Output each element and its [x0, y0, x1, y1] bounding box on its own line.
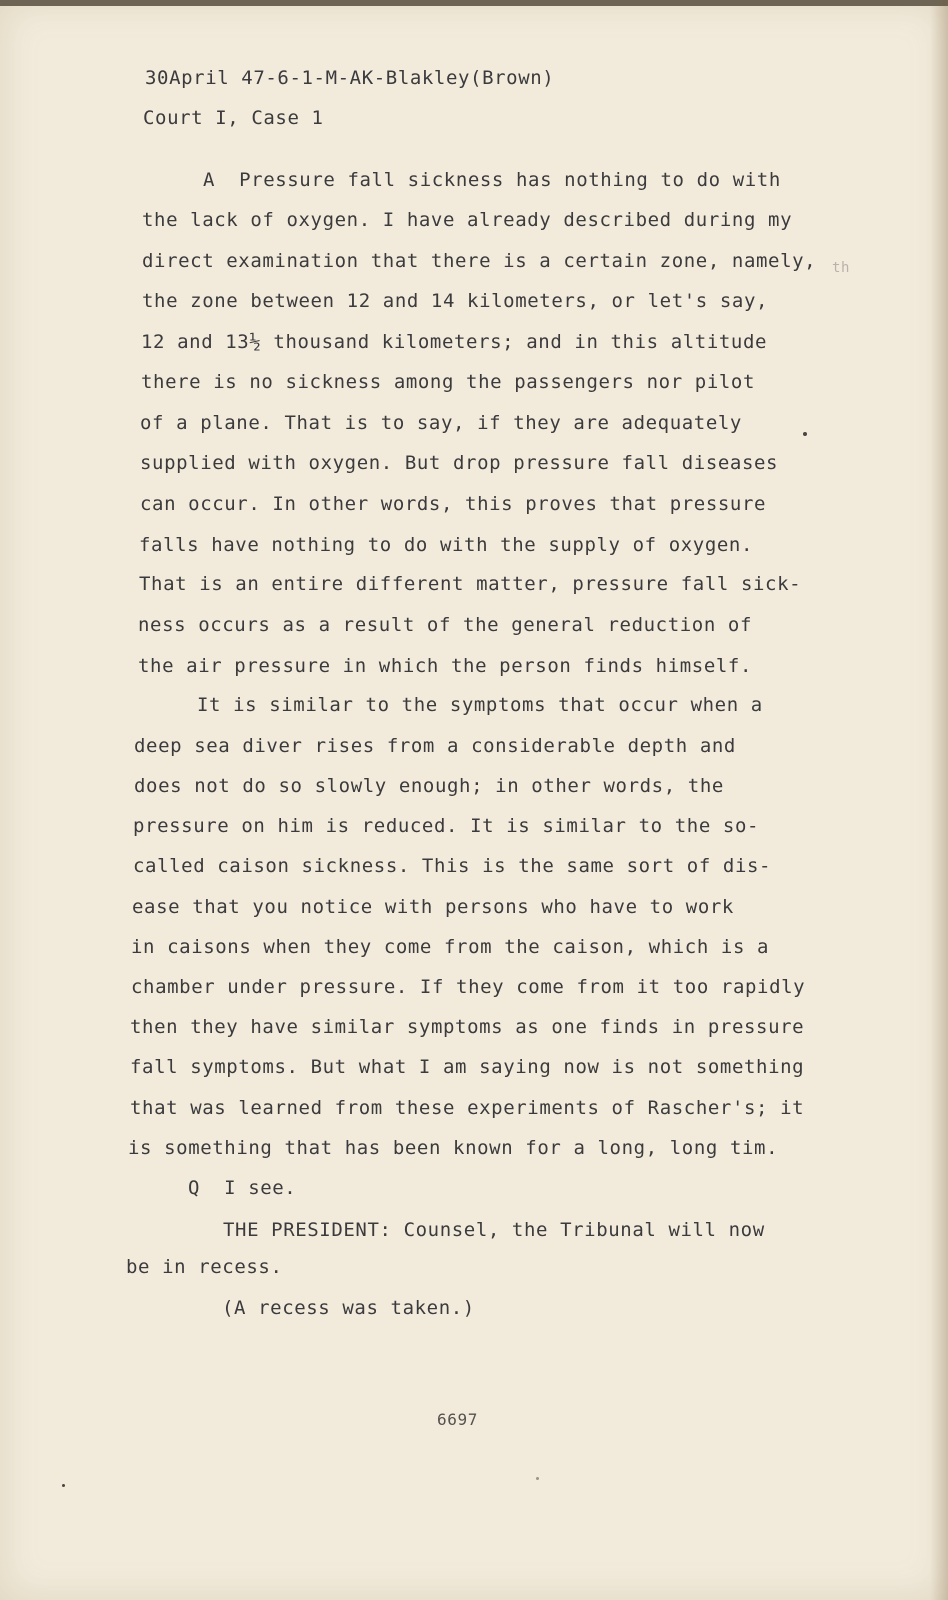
body-line: That is an entire different matter, pressure fall sick- — [139, 573, 802, 595]
right-edge-shadow — [930, 0, 948, 1600]
body-line: falls have nothing to do with the supply of oxygen. — [139, 534, 753, 556]
body-line: chamber under pressure. If they come from it too rapidly — [131, 976, 806, 998]
header-line-1: 30April 47-6-1-M-AK-Blakley(Brown) — [145, 67, 555, 89]
body-line: Q I see. — [188, 1177, 297, 1199]
body-line: THE PRESIDENT: Counsel, the Tribunal will now — [223, 1219, 765, 1241]
body-line: pressure on him is reduced. It is similar to the so- — [133, 815, 760, 837]
body-line: (A recess was taken.) — [222, 1297, 475, 1319]
body-line: in caisons when they come from the caison, which is a — [131, 936, 770, 958]
body-line: the zone between 12 and 14 kilometers, or let's say, — [142, 290, 769, 312]
margin-note: th — [832, 260, 851, 276]
body-line: can occur. In other words, this proves that pressure — [140, 493, 767, 515]
body-line: 12 and 13½ thousand kilometers; and in this altitude — [141, 331, 768, 353]
body-line: supplied with oxygen. But drop pressure fall diseases — [140, 452, 779, 474]
header-line-2: Court I, Case 1 — [143, 107, 324, 129]
body-line: direct examination that there is a certain zone, namely, — [142, 250, 817, 272]
body-line: there is no sickness among the passengers nor pilot — [141, 371, 755, 393]
page-number: 6697 — [437, 1410, 478, 1429]
body-line: ness occurs as a result of the general reduction of — [138, 614, 752, 636]
body-line: then they have similar symptoms as one finds in pressure — [130, 1016, 805, 1038]
ink-speck — [536, 1477, 539, 1480]
body-line: It is similar to the symptoms that occur when a — [197, 694, 763, 716]
body-line: A Pressure fall sickness has nothing to do with — [203, 169, 781, 191]
body-line: that was learned from these experiments of Rascher's; it — [130, 1097, 805, 1119]
top-edge-shadow — [0, 0, 948, 6]
body-line: does not do so slowly enough; in other words, the — [134, 775, 724, 797]
body-line: fall symptoms. But what I am saying now is not something — [130, 1056, 805, 1078]
ink-speck — [62, 1484, 65, 1487]
body-line: the air pressure in which the person finds himself. — [138, 655, 752, 677]
body-line: the lack of oxygen. I have already described during my — [142, 209, 793, 231]
body-line: of a plane. That is to say, if they are adequately — [140, 412, 742, 434]
ink-speck — [803, 432, 807, 436]
body-line: be in recess. — [126, 1256, 283, 1278]
body-line: called caison sickness. This is the same sort of dis- — [133, 855, 772, 877]
body-line: is something that has been known for a long, long tim. — [128, 1137, 779, 1159]
body-line: deep sea diver rises from a considerable depth and — [134, 735, 736, 757]
body-line: ease that you notice with persons who have to work — [132, 896, 734, 918]
